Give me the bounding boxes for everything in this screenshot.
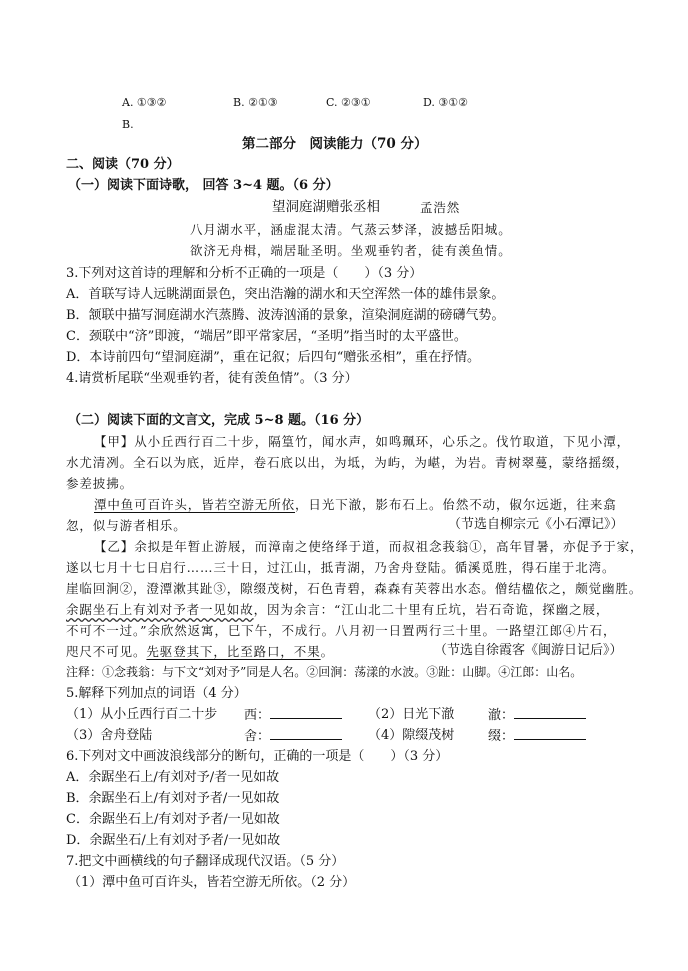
underlined-sentence-1: 潭中鱼可百许头，皆若空游无所依 (94, 497, 296, 512)
prose-instruction: （二）阅读下面的文言文，完成 5~8 题。（16 分） (68, 413, 370, 428)
answer-blank[interactable] (270, 707, 342, 719)
q5-item-1-answer[interactable] (244, 707, 342, 724)
footnotes: 注释：①念莪翁：与下文“刘对予”同是人名。②回涧：荡漾的水波。③趾：山脚。④江郎：山名。 (66, 665, 583, 679)
passage-jia-line-5: 忽，似与游者相乐。 (66, 518, 187, 533)
prev-option-d: D. ③①② (423, 96, 469, 109)
passage-jia-line-3: 参差披拂。 (66, 476, 134, 491)
q3-option-b: B．颔联中描写洞庭湖水汽蒸腾、波涛汹涌的景象，渲染洞庭湖的磅礴气势。 (66, 308, 505, 323)
q5-item-3-word: 舍： (244, 729, 271, 744)
passage-jia-line-4-rest: ，日光下澈，影布石上。佁然不动，俶尔远逝，往来翕 (295, 497, 617, 512)
passage-jia-source: （节选自柳宗元《小石潭记》） (448, 517, 624, 532)
poem-line-1: 八月湖水平，涵虚混太清。气蒸云梦泽，波撼岳阳城。 (190, 222, 512, 237)
passage-yi-line-6 (66, 644, 334, 660)
passage-yi-line-4-rest: ，因为余言：“江山北二十里有丘坑，岩石奇诡，探幽之屐， (253, 602, 610, 617)
passage-jia-line-2: 水尤清冽。全石以为底，近岸，卷石底以出，为坻，为屿，为嵁，为岩。青树翠蔓，蒙络摇缀， (66, 455, 629, 470)
passage-yi-line-6-pre: 咫尺不可见。 (66, 644, 147, 659)
q5-item-4-word: 缀： (488, 729, 515, 744)
passage-yi-line-3: 崖临回涧②，澄潭漱其趾③，隙缀茂树，石色青碧，森森有芙蓉出水态。僧结楹依之，颇觉幽胜。 (66, 581, 643, 596)
q5-item-3: （3）舍舟登陆 (66, 728, 153, 743)
passage-yi-line-1: 【乙】余拟是年暂止游屐，而漳南之使络绎于道，而叔祖念莪翁①，高年冒暑，亦促予于家， (94, 539, 644, 554)
q5-item-1: （1）从小丘西行百二十步 (66, 707, 218, 722)
wavy-sentence: 余踞坐石上有刘对予者一见如故 (66, 602, 254, 617)
q3-option-a: A．首联写诗人远眺湖面景色，突出浩瀚的湖水和天空浑然一体的雄伟景象。 (66, 287, 505, 302)
q3-option-c: C．颈联中“济”即渡，“端居”即平常家居，“圣明”指当时的太平盛世。 (66, 329, 467, 344)
passage-yi-line-6-end: 。 (320, 644, 335, 659)
q6-option-c: C．余踞坐石上/有刘对予者/一见如故 (66, 812, 280, 827)
question-4: 4.请赏析尾联“坐观垂钓者，徒有羡鱼情”。（3 分） (66, 371, 358, 386)
passage-yi-source: （节选自徐霞客《闽游日记后》） (434, 643, 623, 658)
q5-item-2-answer[interactable] (488, 707, 586, 724)
question-3: 3.下列对这首诗的理解和分析不正确的一项是（ ）（3 分） (66, 266, 423, 281)
q5-item-3-answer[interactable] (244, 728, 342, 745)
poem-author: 孟浩然 (420, 200, 461, 215)
question-5: 5.解释下列加点的词语（4 分） (66, 686, 247, 701)
q5-item-2: （2）日光下澈 (368, 707, 455, 722)
q3-option-d: D．本诗前四句“望洞庭湖”，重在记叙；后四句“赠张丞相”，重在抒情。 (66, 350, 481, 365)
q5-item-4-answer[interactable] (488, 728, 586, 745)
passage-jia-line-4 (94, 497, 617, 513)
poem-instruction: （一）阅读下面诗歌， 回答 3~4 题。（6 分） (68, 178, 339, 193)
part2-title: 第二部分 阅读能力（70 分） (242, 136, 428, 152)
q7-sub-1: （1）潭中鱼可百许头，皆若空游无所依。（2 分） (68, 875, 356, 890)
answer-blank[interactable] (514, 728, 586, 740)
question-7: 7.把文中画横线的句子翻译成现代汉语。（5 分） (66, 854, 345, 869)
q5-item-2-word: 澈： (488, 708, 515, 723)
prev-option-c: C. ②③① (326, 96, 371, 109)
underlined-sentence-2: 先驱登其下，比至路口，不果 (146, 644, 321, 659)
passage-yi-line-2: 遂以七月十七日启行……三十日，过江山，抵青湖，乃舍舟登陆。循溪觅胜，得石崖于北湾。 (66, 560, 616, 575)
q5-item-4: （4）隙缀茂树 (368, 728, 455, 743)
question-6: 6.下列对文中画波浪线部分的断句，正确的一项是（ ）（3 分） (66, 749, 449, 764)
q5-item-1-word: 西： (244, 708, 271, 723)
poem-line-2: 欲济无舟楫，端居耻圣明。坐观垂钓者，徒有羡鱼情。 (190, 243, 512, 258)
q6-option-a: A．余踞坐石上/有刘对予/者一见如故 (66, 770, 280, 785)
passage-yi-line-5: 不可不一过。”余欣然返寓，巳下午，不成行。八月初一日置两行三十里。一路望江郎④片石， (66, 623, 617, 638)
prev-option-b-dup: B. (122, 118, 134, 131)
answer-blank[interactable] (514, 707, 586, 719)
q6-option-d: D．余踞坐石/上有刘对予者/一见如故 (66, 833, 281, 848)
answer-blank[interactable] (270, 728, 342, 740)
prev-option-b: B. ②①③ (233, 96, 278, 109)
poem-title: 望洞庭湖赠张丞相 (272, 199, 380, 215)
prev-option-a: A. ①③② (122, 96, 167, 109)
passage-jia-line-1: 【甲】从小丘西行百二十步，隔篁竹，闻水声，如鸣珮环，心乐之。伐竹取道，下见小潭， (94, 434, 631, 449)
passage-yi-line-4 (66, 602, 609, 618)
section2-title: 二、阅读（70 分） (66, 157, 180, 172)
q6-option-b: B．余踞坐石上/有刘对予者/一见如故 (66, 791, 280, 806)
